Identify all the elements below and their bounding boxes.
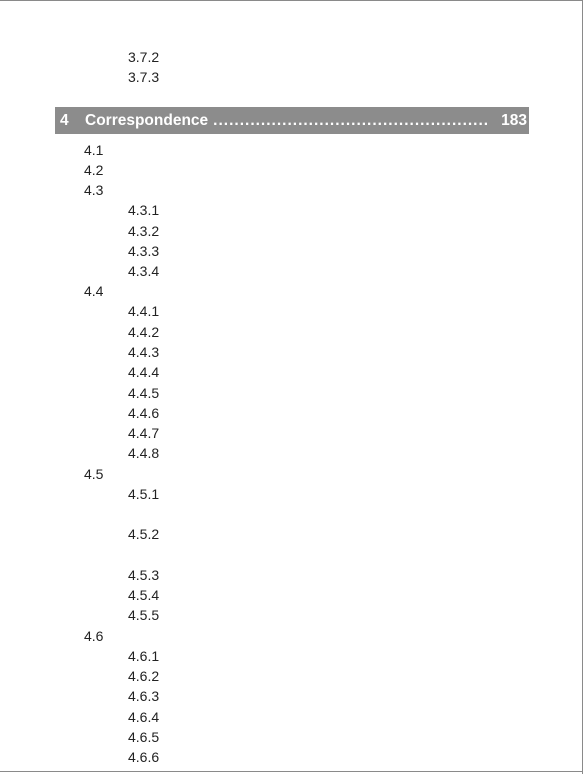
section-number: 4.6.1 bbox=[128, 648, 160, 664]
section-number: 4.2 bbox=[84, 162, 104, 178]
section-number: 4.3 bbox=[84, 182, 104, 198]
section-number: 4.3.2 bbox=[128, 223, 160, 239]
section-number: 4.4.7 bbox=[128, 425, 160, 441]
section-number: 4.6.6 bbox=[128, 749, 160, 765]
section-number: 4.5.4 bbox=[128, 587, 160, 603]
section-number: 4.1 bbox=[84, 142, 104, 158]
section-number: 4.5.3 bbox=[128, 567, 160, 583]
chapter-title-wrap bbox=[85, 107, 489, 134]
section-number: 4.5.5 bbox=[128, 607, 160, 623]
chapter-heading bbox=[55, 107, 529, 134]
section-number: 4.3.1 bbox=[128, 202, 160, 218]
section-number: 4.5.1 bbox=[128, 486, 160, 502]
section-number: 4.3.3 bbox=[128, 243, 160, 259]
section-number: 4.4.1 bbox=[128, 303, 160, 319]
section-number: 4.6.4 bbox=[128, 709, 160, 725]
chapter-number: 4 bbox=[60, 112, 69, 129]
section-number: 4.4.6 bbox=[128, 405, 160, 421]
dot-leader bbox=[213, 107, 489, 134]
chapter-page-number: 183 bbox=[501, 112, 527, 129]
section-number: 4.6.2 bbox=[128, 668, 160, 684]
page-border-bottom bbox=[0, 771, 582, 772]
section-number: 3.7.3 bbox=[128, 69, 160, 85]
section-number: 4.4 bbox=[84, 283, 104, 299]
section-number: 4.5 bbox=[84, 466, 104, 482]
section-number: 4.4.3 bbox=[128, 344, 160, 360]
chapter-title: Correspondence bbox=[85, 112, 209, 129]
section-number: 4.4.8 bbox=[128, 445, 160, 461]
section-number: 4.4.2 bbox=[128, 324, 160, 340]
section-number: 4.4.4 bbox=[128, 364, 160, 380]
page-border-right bbox=[582, 0, 583, 774]
page-border-top bbox=[0, 0, 582, 1]
section-number: 3.7.2 bbox=[128, 49, 160, 65]
section-number: 4.4.5 bbox=[128, 385, 160, 401]
section-number: 4.6 bbox=[84, 628, 104, 644]
section-number: 4.5.2 bbox=[128, 526, 160, 542]
section-number: 4.6.5 bbox=[128, 729, 160, 745]
section-number: 4.6.3 bbox=[128, 688, 160, 704]
section-number: 4.3.4 bbox=[128, 263, 160, 279]
